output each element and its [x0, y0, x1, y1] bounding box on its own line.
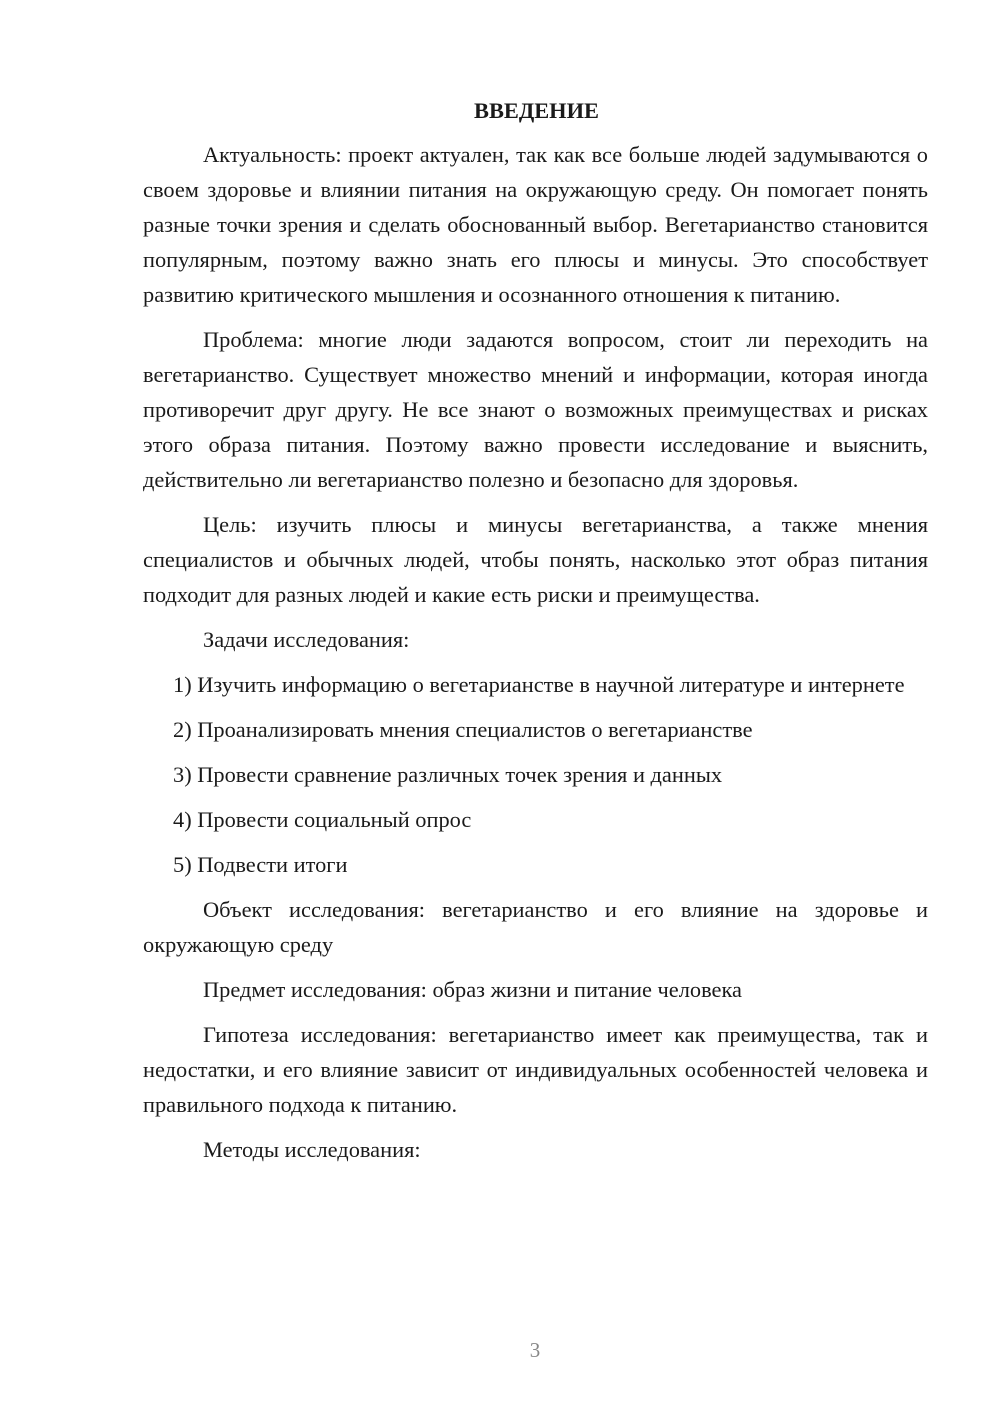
methods-heading: Методы исследования:: [203, 1137, 421, 1162]
page-title: ВВЕДЕНИЕ: [474, 98, 599, 123]
task-item-5: 5) Подвести итоги: [173, 852, 348, 877]
task-item-3: 3) Провести сравнение различных точек зрения и данных: [173, 762, 723, 787]
page-number: 3: [529, 1338, 541, 1362]
tasks-heading: Задачи исследования:: [203, 627, 410, 652]
paragraph-object: Объект исследования: вегетарианство и его влияние на здоровье и окружающую среду: [143, 897, 928, 957]
paragraph-problem: Проблема: многие люди задаются вопросом, стоит ли переходить на вегетарианство. Существует множество мнений и информации, которая иногда противоречит друг другу. Не все знают о возможных преимуществах и рисках этого образа питания. Поэтому важно провести исследование и выяснить, действительно ли вегетарианство полезно и безопасно для здоровья.: [143, 327, 928, 492]
paragraph-subject: Предмет исследования: образ жизни и питание человека: [203, 977, 742, 1002]
paragraph-hypothesis: Гипотеза исследования: вегетарианство имеет как преимущества, так и недостатки, и его влияние зависит от индивидуальных особенностей человека и правильного подхода к питанию.: [143, 1022, 928, 1117]
task-item-4: 4) Провести социальный опрос: [173, 807, 472, 832]
paragraph-relevance: Актуальность: проект актуален, так как все больше людей задумываются о своем здоровье и влиянии питания на окружающую среду. Он помогает понять разные точки зрения и сделать обоснованный выбор. Вегетарианство становится популярным, поэтому важно знать его плюсы и минусы. Это способствует развитию критического мышления и осознанного отношения к питанию.: [143, 142, 928, 307]
task-item-2: 2) Проанализировать мнения специалистов о вегетарианстве: [173, 717, 753, 742]
page-content: [143, 93, 928, 1177]
paragraph-goal: Цель: изучить плюсы и минусы вегетарианства, а также мнения специалистов и обычных людей, чтобы понять, насколько этот образ питания подходит для разных людей и какие есть риски и преимущества.: [143, 512, 928, 607]
task-item-1: 1) Изучить информацию о вегетарианстве в научной литературе и интернете: [173, 672, 905, 697]
